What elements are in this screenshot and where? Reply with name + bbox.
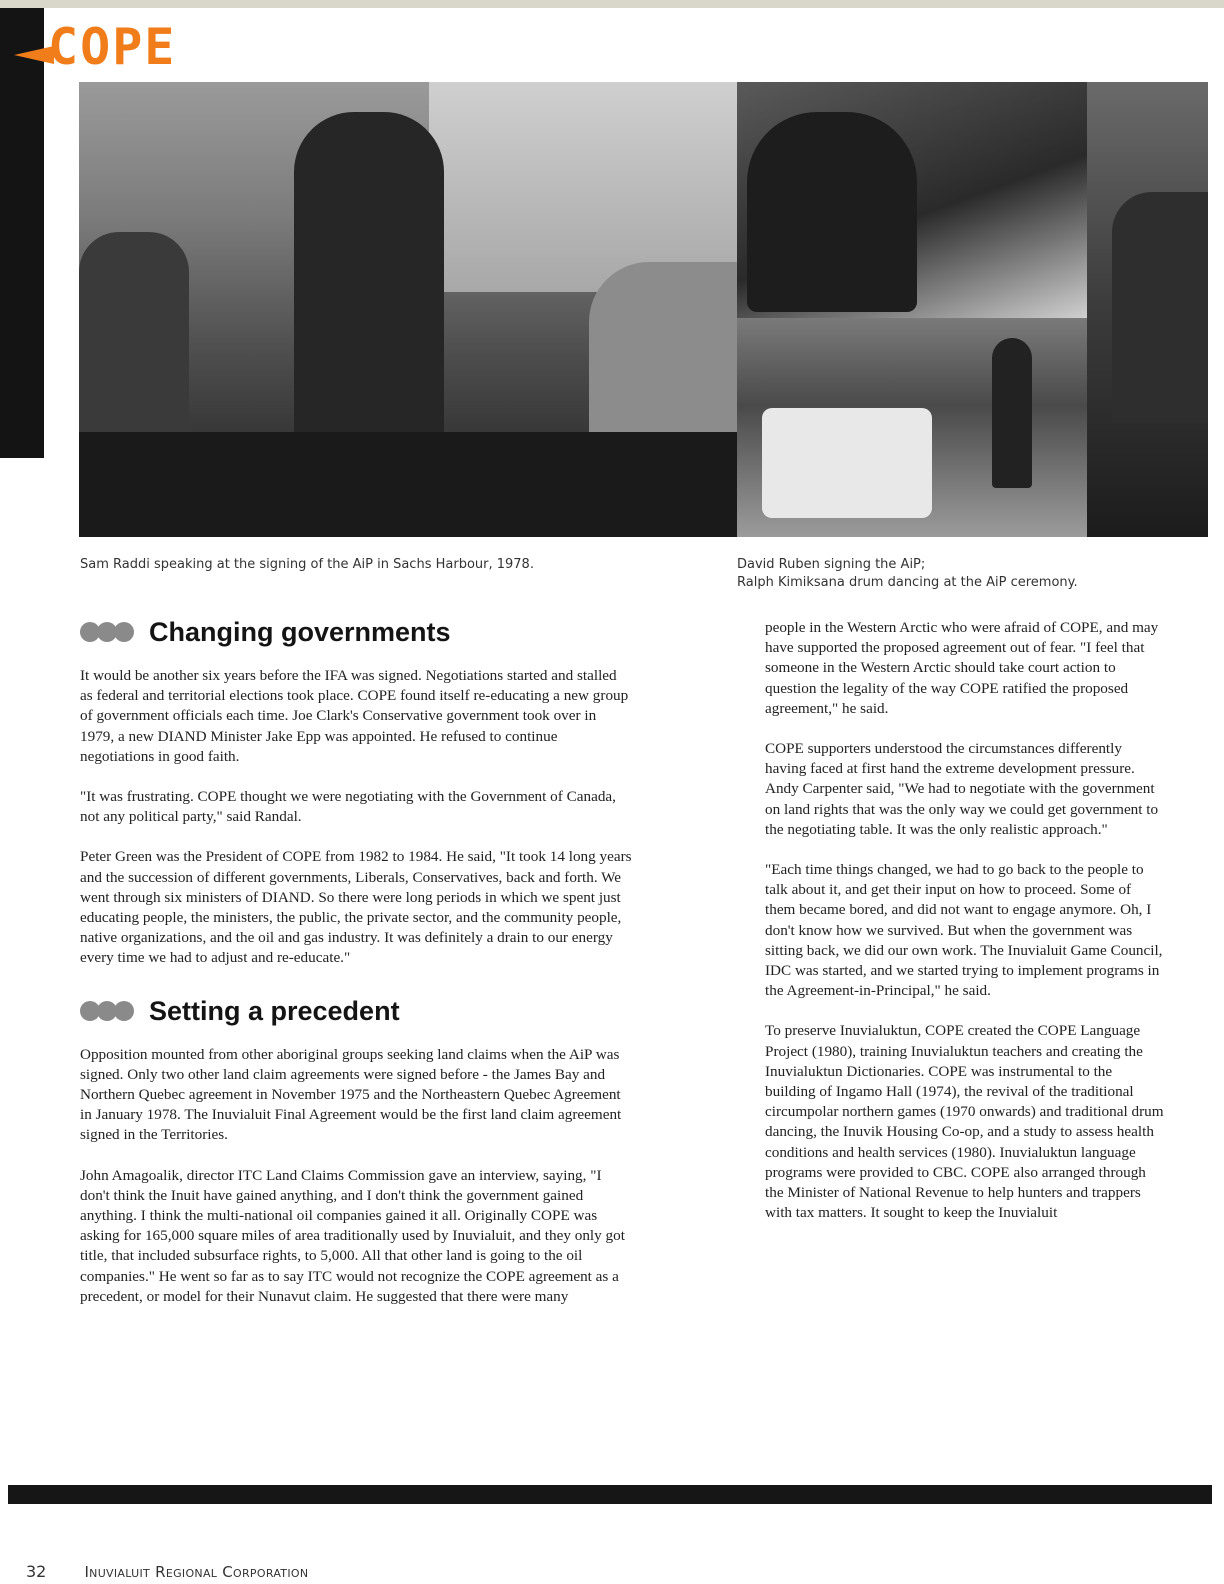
paragraph: John Amagoalik, director ITC Land Claims Commission gave an interview, saying, "I don't think the Inuit have gained anything, and I don't think the government gained anything. I think the multi-national oil companies gained it all. Originally COPE was asking for 165,000 square miles of area traditionally used by Inuvialuit, and they only got title, that included subsurface rights, to 5,000. All that other land is going to the oil companies." He went so far as to say ITC would not recognize the COPE agreement as a precedent, or model for their Nunavut claim. He suggested that there were many bbox=[80, 1166, 625, 1305]
paragraph: To preserve Inuvialuktun, COPE created the COPE Language Project (1980), training Inuvialuktun teachers and creating the Inuvialuktun Dictionaries. COPE was instrumental to the building of Ingamo Hall (1974), the revival of the traditional circumpolar northern games (1970 onwards) and traditional drum dancing, the Inuvik Housing Co-op, and a study to assess health conditions and health services (1980). Inuvialuktun language programs were provided to CBC. COPE also arranged through the Minister of National Revenue to help hunters and trappers with tax matters. It sought to keep the Inuvialuit bbox=[765, 1022, 1164, 1222]
left-column bbox=[80, 610, 632, 1327]
paragraph: COPE supporters understood the circumstances differently having faced at first hand the extreme development pressure. Andy Carpenter said, "We had to negotiate with the government on land rights that was the only way we could get government to the negotiating table. It was the only realistic approach." bbox=[765, 740, 1159, 838]
paragraph: Peter Green was the President of COPE from 1982 to 1984. He said, "It took 14 long years and the succession of different governments, Liberals, Conservatives, back and forth. We went through six ministers of DIAND. So there were long periods in which we spent just educating people, the ministers, the public, the private sector, and the community people, native organizations, and the oil and gas industry. It was definitely a drain to our energy every time we had to adjust and re-educate." bbox=[80, 848, 632, 967]
photo-drum-dancing bbox=[737, 318, 1087, 537]
paragraph: Opposition mounted from other aboriginal groups seeking land claims when the AiP was signed. Only two other land claim agreements were signed before - the James Bay and Northern Quebec agreement in November 1975 and the Northeastern Quebec Agreement in January 1978. The Inuvialuit Final Agreement would be the first land claim agreement signed in the Territories. bbox=[80, 1045, 622, 1144]
section-heading-setting-a-precedent bbox=[80, 989, 632, 1033]
bullet-dots-icon bbox=[80, 622, 131, 642]
photo-caption-right bbox=[737, 556, 1207, 592]
top-band bbox=[0, 0, 1224, 8]
section-heading-changing-governments bbox=[80, 610, 632, 654]
section-heading-text: Setting a precedent bbox=[149, 995, 400, 1026]
section-heading-text: Changing governments bbox=[149, 617, 451, 647]
page-number: 32 bbox=[26, 1562, 47, 1581]
photo-speaker-sunglasses bbox=[1087, 82, 1208, 537]
right-column bbox=[765, 618, 1165, 1243]
paragraph: "Each time things changed, we had to go back to the people to talk about it, and get their input on how to proceed. Some of them became bored, and did not want to engage anymore. Oh, I don't know how we survived. But when the government was sitting back, we did our own work. The Inuvialuit Game Council, IDC was started, and we started trying to implement programs in the Agreement-in-Principal," he said. bbox=[765, 861, 1163, 1000]
footer-bar bbox=[8, 1485, 1212, 1504]
page-footer bbox=[26, 1562, 308, 1583]
bullet-dots-icon bbox=[80, 1001, 131, 1021]
caption-right-line-2: Ralph Kimiksana drum dancing at the AiP ceremony. bbox=[737, 575, 1078, 590]
caption-right-line-1: David Ruben signing the AiP; bbox=[737, 557, 926, 572]
logo-text: COPE bbox=[48, 18, 177, 76]
photo-sam-raddi-speaking bbox=[79, 82, 737, 537]
photo-caption-left: Sam Raddi speaking at the signing of the AiP in Sachs Harbour, 1978. bbox=[80, 557, 534, 572]
organization-name: Inuvialuit Regional Corporation bbox=[84, 1563, 309, 1581]
photo-david-ruben-signing bbox=[737, 82, 1087, 318]
paragraph: It would be another six years before the IFA was signed. Negotiations started and stalled as federal and territorial elections took place. COPE found itself re-educating a new group of government officials each time. Joe Clark's Conservative government took over in 1979, a new DIAND Minister Jake Epp was appointed. He refused to continue negotiations in good faith. bbox=[80, 667, 629, 765]
paragraph: "It was frustrating. COPE thought we were negotiating with the Government of Canada, not any political party," said Randal. bbox=[80, 788, 616, 826]
paragraph: people in the Western Arctic who were afraid of COPE, and may have supported the proposed agreement out of fear. "I feel that someone in the Western Arctic should take court action to question the legality of the way COPE ratified the proposed agreement," he said. bbox=[765, 619, 1159, 717]
cope-logo bbox=[14, 18, 177, 80]
